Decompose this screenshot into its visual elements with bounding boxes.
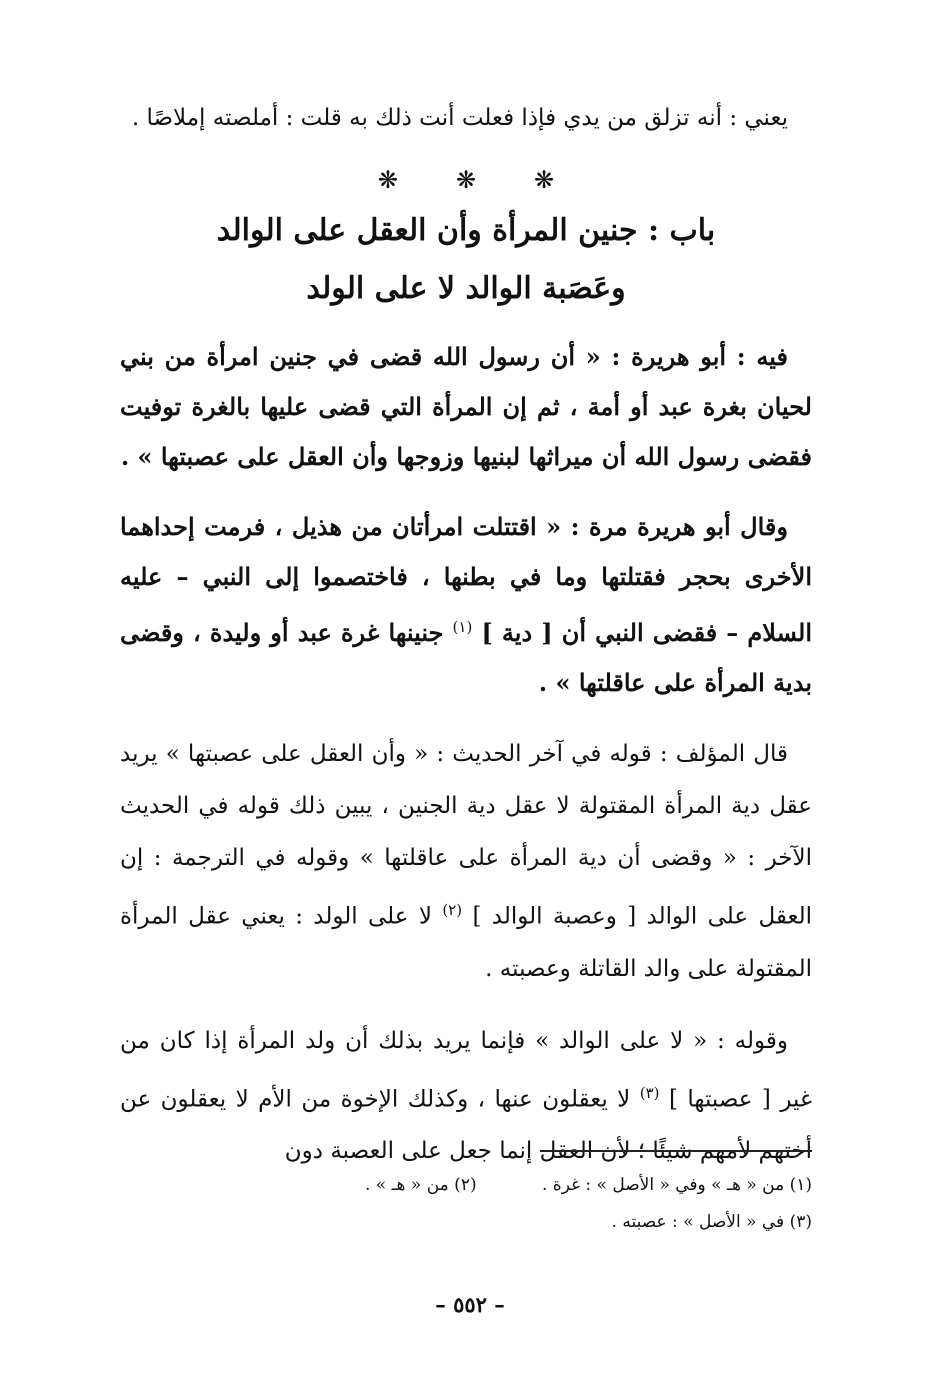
commentary-paragraph-2 bbox=[120, 1015, 812, 1178]
intro-paragraph: يعني : أنه تزلق من يدي فإذا فعلت أنت ذلك به قلت : أملصته إملاصًا . bbox=[131, 105, 788, 131]
hadith-paragraph-2 bbox=[120, 502, 812, 708]
footnote-divider bbox=[540, 1150, 812, 1152]
section-separator bbox=[120, 166, 812, 194]
footnote-3: (٣) في « الأصل » : عصبته . bbox=[611, 1212, 812, 1232]
star-icon: ❋ bbox=[534, 166, 555, 194]
footnote-2: (٢) من « هـ » . bbox=[364, 1175, 477, 1195]
star-icon: ❋ bbox=[455, 166, 477, 194]
footnote-row-2 bbox=[120, 1207, 812, 1237]
star-icon: ❋ bbox=[377, 166, 398, 194]
commentary-1-text-a: قال المؤلف : قوله في آخر الحديث : « وأن العقل على عصبتها » يريد عقل دية المرأة المقتولة لا عقل دية الجنين ، يبين ذلك قوله في الحديث الآخر : « وقضى أن دية المرأة على عاقلتها » وقوله في الترجمة : إن العقل على الوالد [ وعصبة الوالد ] bbox=[120, 741, 813, 930]
chapter-title-line-2: وعَصَبة الوالد لا على الولد bbox=[306, 271, 626, 306]
footnote-ref-2: (٢) bbox=[442, 901, 463, 919]
footnote-1: (١) من « هـ » وفي « الأصل » : غرة . bbox=[542, 1175, 812, 1195]
footnote-row-1 bbox=[120, 1170, 812, 1200]
chapter-title bbox=[120, 202, 812, 318]
footnote-ref-1: (١) bbox=[452, 618, 473, 636]
footnote-ref-3: (٣) bbox=[639, 1083, 660, 1102]
chapter-title-line-1: باب : جنين المرأة وأن العقل على الوالد bbox=[216, 213, 716, 248]
hadith-paragraph-1: فيه : أبو هريرة : « أن رسول الله قضى في جنين امرأة من بني لحيان بغرة عبد أو أمة ، ثم إن المرأة التي قضى عليها بالغرة توفيت فقضى رسول الله أن ميراثها لبنيها وزوجها وأن العقل على عصبتها » . bbox=[120, 342, 812, 471]
hadith-2-text-b: جنينها غرة عبد أو وليدة ، وقضى بدية المرأة على عاقلتها » . bbox=[120, 618, 812, 697]
page-body bbox=[120, 92, 812, 1177]
commentary-2-text-a: وقوله : « لا على الوالد » فإنما يريد بذلك أن ولد المرأة إذا كان من غير [ عصبتها ] bbox=[120, 1027, 812, 1113]
commentary-1-text-b: لا على الولد : يعني عقل المرأة المقتولة على والد القاتلة وعصبته . bbox=[120, 903, 812, 982]
commentary-2-text-b: لا يعقلون عنها ، وكذلك الإخوة من الأم لا يعقلون عن أختهم لأمهم شيئًا ؛ لأن العقل إنما جعل على العصبة دون bbox=[120, 1086, 812, 1165]
page-number: – ٥٥٢ – bbox=[435, 1292, 505, 1317]
hadith-2-text-a: وقال أبو هريرة مرة : « اقتتلت امرأتان من هذيل ، فرمت إحداهما الأخرى بحجر فقتلتها وما في بطنها ، فاختصموا إلى النبي – عليه السلام – فقضى النبي أن [ دية ] bbox=[120, 512, 812, 647]
commentary-paragraph-1 bbox=[120, 728, 812, 995]
